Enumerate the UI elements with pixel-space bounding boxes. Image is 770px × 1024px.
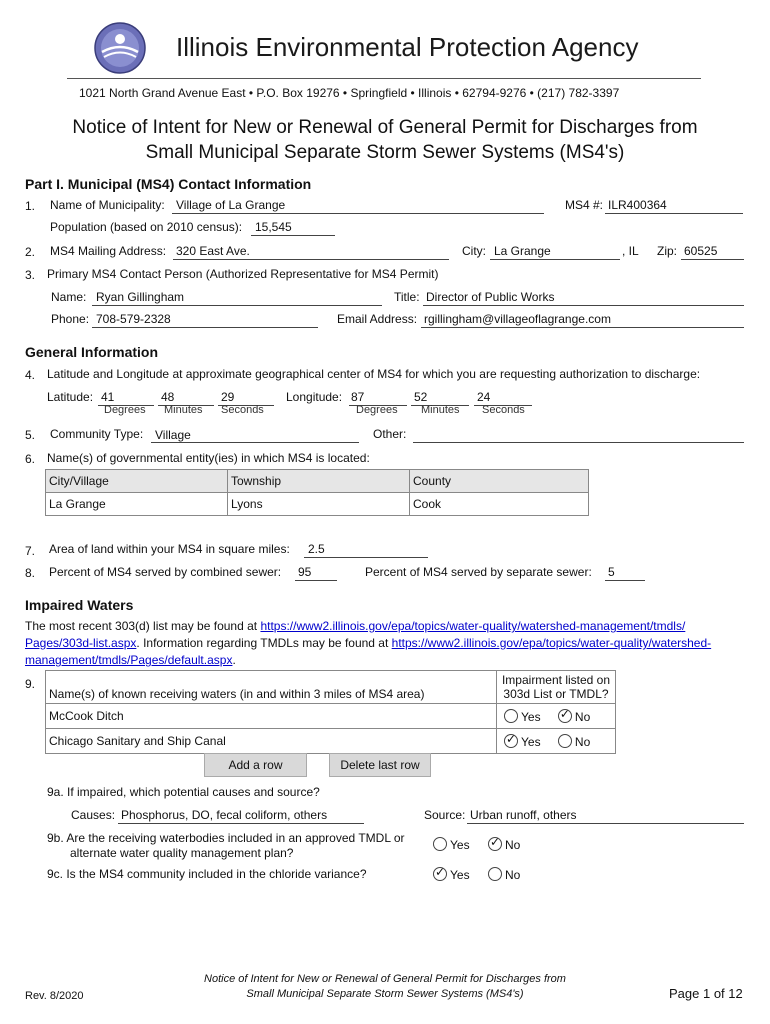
q5-number: 5.: [25, 428, 36, 442]
impaired-heading: Impaired Waters: [25, 597, 134, 613]
impaired-text-1: The most recent 303(d) list may be found at: [25, 619, 261, 633]
state-text: , IL: [622, 244, 639, 258]
page-number: Page 1 of 12: [669, 986, 743, 1001]
impaired-text-line1: [25, 619, 685, 633]
entities-label: Name(s) of governmental entity(ies) in which MS4 is located:: [47, 451, 370, 465]
water-impairment-cell: [497, 729, 616, 754]
q9b-label-line2: alternate water quality management plan?: [70, 846, 294, 860]
community-type-value: Village: [155, 428, 191, 442]
revision-date: Rev. 8/2020: [25, 990, 84, 1002]
iepa-logo: [94, 22, 146, 74]
population-value: 15,545: [255, 220, 292, 234]
entities-header-city: City/Village: [46, 470, 228, 493]
mailing-address-label: MS4 Mailing Address:: [50, 244, 167, 258]
lat-minutes-value: 48: [161, 390, 175, 404]
agency-name: Illinois Environmental Protection Agency: [176, 32, 639, 62]
lon-minutes-value: 52: [414, 390, 428, 404]
lon-degrees-caption: Degrees: [356, 404, 398, 416]
entity-county-cell[interactable]: Cook: [410, 493, 589, 516]
lon-degrees-value: 87: [351, 390, 365, 404]
area-value: 2.5: [308, 542, 325, 556]
name-value: Ryan Gillingham: [96, 290, 185, 304]
municipality-value: Village of La Grange: [176, 198, 286, 212]
no-radio[interactable]: ✓ No: [558, 710, 590, 724]
latitude-label: Latitude:: [47, 390, 94, 404]
title-value: Director of Public Works: [426, 290, 555, 304]
q8-number: 8.: [25, 566, 36, 580]
table-row: [46, 704, 616, 729]
link-303d-list[interactable]: https://www2.illinois.gov/epa/topics/water-quality/watershed-management/tmdls/: [260, 619, 686, 633]
footer-title-line1: Notice of Intent for New or Renewal of General Permit for Discharges from: [204, 973, 566, 985]
table-row: [46, 729, 616, 754]
waters-header-name: Name(s) of known receiving waters (in and within 3 miles of MS4 area): [46, 671, 497, 704]
community-type-label: Community Type:: [50, 427, 144, 441]
link-303d-list-cont[interactable]: Pages/303d-list.aspx: [25, 636, 137, 650]
mailing-address-value: 320 East Ave.: [176, 244, 250, 258]
phone-label: Phone:: [51, 312, 90, 326]
entity-city-cell[interactable]: La Grange: [46, 493, 228, 516]
entities-table: [45, 469, 589, 516]
combined-sewer-value: 95: [298, 565, 312, 579]
link-tmdls[interactable]: https://www2.illinois.gov/epa/topics/water-quality/watershed-: [391, 636, 712, 650]
no-radio[interactable]: No: [558, 735, 590, 749]
link-tmdls-cont[interactable]: management/tmdls/Pages/default.aspx: [25, 653, 233, 667]
lon-minutes-caption: Minutes: [421, 404, 460, 416]
lon-seconds-caption: Seconds: [482, 404, 525, 416]
general-heading: General Information: [25, 344, 159, 360]
yes-radio[interactable]: Yes: [504, 710, 541, 724]
form-title-line2: Small Municipal Separate Storm Sewer Systems (MS4's): [145, 142, 625, 163]
water-name-cell[interactable]: McCook Ditch: [46, 704, 497, 729]
lat-seconds-caption: Seconds: [221, 404, 264, 416]
city-value: La Grange: [494, 244, 551, 258]
q9b-no-radio[interactable]: ✓ No: [488, 837, 520, 852]
q9b-yes-radio[interactable]: Yes: [433, 837, 470, 852]
q9c-label: 9c. Is the MS4 community included in the chloride variance?: [47, 867, 367, 881]
phone-value: 708-579-2328: [96, 312, 171, 326]
waters-header-impairment: [497, 671, 616, 704]
water-name-cell[interactable]: Chicago Sanitary and Ship Canal: [46, 729, 497, 754]
lat-minutes-caption: Minutes: [164, 404, 203, 416]
q9-number: 9.: [25, 677, 36, 691]
add-row-button[interactable]: Add a row: [204, 753, 307, 777]
q4-number: 4.: [25, 368, 36, 382]
other-label: Other:: [373, 427, 407, 441]
entity-township-cell[interactable]: Lyons: [228, 493, 410, 516]
lat-degrees-value: 41: [101, 390, 115, 404]
contact-person-label: Primary MS4 Contact Person (Authorized Representative for MS4 Permit): [47, 267, 439, 281]
impairment-header-line1: Impairment listed on: [501, 673, 611, 687]
part1-heading: Part I. Municipal (MS4) Contact Information: [25, 176, 312, 192]
q7-number: 7.: [25, 544, 36, 558]
entities-header-county: County: [410, 470, 589, 493]
zip-value: 60525: [684, 244, 718, 258]
header-rule: [67, 78, 701, 79]
q2-number: 2.: [25, 245, 36, 259]
form-title-line1: Notice of Intent for New or Renewal of General Permit for Discharges from: [72, 117, 698, 138]
table-row: [46, 493, 589, 516]
entities-header-row: [46, 470, 589, 493]
source-label: Source:: [424, 808, 466, 822]
name-label: Name:: [51, 290, 87, 304]
area-label: Area of land within your MS4 in square miles:: [49, 542, 290, 556]
causes-value: Phosphorus, DO, fecal coliform, others: [121, 808, 328, 822]
lon-seconds-value: 24: [477, 390, 491, 404]
impaired-text-2: . Information regarding TMDLs may be found at: [136, 636, 392, 650]
q9c-no-radio[interactable]: No: [488, 867, 520, 882]
ms4-number-label: MS4 #:: [565, 198, 604, 212]
longitude-label: Longitude:: [286, 390, 343, 404]
population-label: Population (based on 2010 census):: [50, 220, 243, 234]
email-value: rgillingham@villageoflagrange.com: [424, 312, 611, 326]
combined-sewer-label: Percent of MS4 served by combined sewer:: [49, 565, 282, 579]
q3-number: 3.: [25, 268, 36, 282]
title-label: Title:: [394, 290, 420, 304]
zip-label: Zip:: [657, 244, 678, 258]
impairment-header-line2: 303d List or TMDL?: [503, 687, 609, 701]
impaired-text-line2: [25, 636, 711, 650]
waters-header-row: [46, 671, 616, 704]
water-impairment-cell: [497, 704, 616, 729]
agency-address: 1021 North Grand Avenue East • P.O. Box 19276 • Springfield • Illinois • 62794-9276 • (217) 782-3397: [79, 86, 620, 100]
q1-number: 1.: [25, 199, 36, 213]
receiving-waters-table: [45, 670, 616, 754]
separate-sewer-label: Percent of MS4 served by separate sewer:: [365, 565, 592, 579]
q9c-yes-radio[interactable]: ✓ Yes: [433, 867, 470, 882]
entities-header-township: Township: [228, 470, 410, 493]
lat-degrees-caption: Degrees: [104, 404, 146, 416]
impaired-text-line3: [25, 653, 236, 667]
q6-number: 6.: [25, 452, 36, 466]
q9b-label-line1: 9b. Are the receiving waterbodies included in an approved TMDL or: [47, 831, 405, 845]
latlon-label: Latitude and Longitude at approximate geographical center of MS4 for which you are requesting authorization to discharge:: [47, 367, 701, 381]
yes-radio[interactable]: ✓ Yes: [504, 735, 541, 749]
city-label: City:: [462, 244, 486, 258]
causes-label: Causes:: [71, 808, 116, 822]
other-field[interactable]: [413, 427, 744, 443]
ms4-number-value: ILR400364: [608, 198, 667, 212]
impaired-text-3: .: [232, 653, 236, 667]
email-label: Email Address:: [337, 312, 418, 326]
delete-last-row-button[interactable]: Delete last row: [329, 753, 431, 777]
q9a-label: 9a. If impaired, which potential causes and source?: [47, 785, 320, 799]
footer-title-line2: Small Municipal Separate Storm Sewer Systems (MS4's): [246, 988, 524, 1000]
separate-sewer-value: 5: [608, 565, 615, 579]
source-value: Urban runoff, others: [470, 808, 577, 822]
municipality-label: Name of Municipality:: [50, 198, 165, 212]
lat-seconds-value: 29: [221, 390, 235, 404]
